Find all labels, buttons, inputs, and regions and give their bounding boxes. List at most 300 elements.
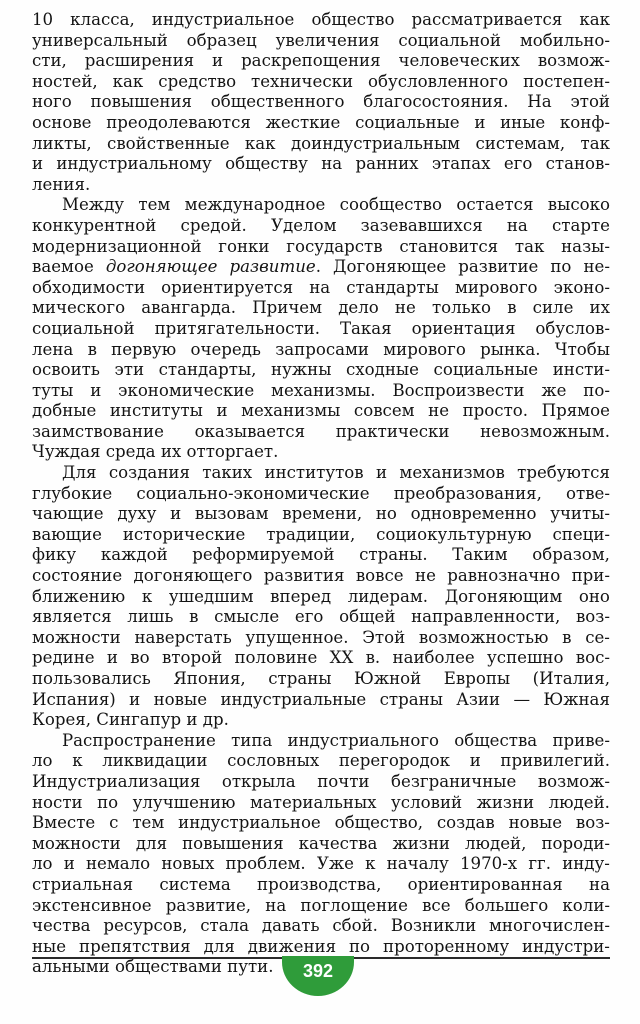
word: для <box>203 936 235 956</box>
word: совсем <box>353 401 415 421</box>
text-line <box>32 772 610 793</box>
word: универсальный <box>32 30 168 50</box>
text-line <box>32 793 610 814</box>
text-line <box>32 381 610 402</box>
word: высоко <box>547 195 610 215</box>
word: конф- <box>559 112 610 132</box>
word: институтов <box>264 463 364 483</box>
word: государств <box>286 236 383 256</box>
word: повышения <box>182 833 284 853</box>
word: развития <box>263 566 345 586</box>
word: туты <box>32 380 74 400</box>
word: каждой <box>100 545 168 565</box>
word: общей <box>339 607 396 627</box>
word: возмож- <box>537 771 610 791</box>
text-line <box>32 340 610 361</box>
text-line <box>32 751 610 772</box>
word: редине <box>32 648 95 668</box>
word: механизмы. <box>271 380 376 400</box>
text-line <box>32 278 610 299</box>
word: Воспроизвести <box>392 380 525 400</box>
word: добные <box>32 401 97 421</box>
word: жизни <box>392 833 450 853</box>
word: как <box>244 133 276 153</box>
word: механизмов <box>399 463 505 483</box>
text-line <box>32 813 610 834</box>
word: поглощение <box>300 895 408 915</box>
word: социокультурную <box>376 524 532 544</box>
word: системам, <box>475 133 566 153</box>
word: развитие. <box>229 257 321 277</box>
word: проблем. <box>225 854 306 874</box>
word: к <box>141 586 153 606</box>
word: догоняющего <box>133 566 253 586</box>
word: невозможным. <box>480 421 610 441</box>
word: инсти- <box>552 360 610 380</box>
word: тем <box>138 195 171 215</box>
word: по <box>349 936 371 956</box>
word: препятствия <box>79 936 191 956</box>
word: можности <box>32 627 121 647</box>
word: так <box>580 133 610 153</box>
word: материальных <box>249 792 377 812</box>
word: сбой. <box>332 916 378 936</box>
word: учиты- <box>550 504 610 524</box>
text-line <box>32 916 610 937</box>
word: ного <box>32 92 72 112</box>
word: ло <box>32 854 53 874</box>
word: — <box>513 689 531 709</box>
text-line <box>32 72 610 93</box>
word: по- <box>583 380 610 400</box>
word: ранних <box>355 154 419 174</box>
word: людей. <box>548 792 610 812</box>
word: типа <box>231 730 273 750</box>
word: се- <box>585 627 610 647</box>
word: ресурсов, <box>103 916 188 936</box>
word: одновременно <box>410 504 537 524</box>
word: обуслов- <box>535 318 610 338</box>
text-line <box>32 10 610 31</box>
word: упущенное. <box>245 627 349 647</box>
text-line <box>32 298 610 319</box>
word: ные <box>32 936 67 956</box>
text-line <box>32 525 610 546</box>
word: и <box>106 648 118 668</box>
word: обходимости <box>32 277 146 297</box>
text-line <box>32 937 610 958</box>
word: лишь <box>127 607 174 627</box>
word: его <box>503 154 533 174</box>
text-line <box>32 875 610 896</box>
word: 1970-х <box>459 854 518 874</box>
text-line <box>32 237 610 258</box>
text-line <box>32 113 610 134</box>
word: образец <box>186 30 257 50</box>
word: лена <box>32 339 74 359</box>
word: равнозначно <box>447 566 561 586</box>
word: оказывается <box>194 421 306 441</box>
word: чества <box>32 916 91 936</box>
word: и <box>63 854 75 874</box>
word: является <box>32 607 112 627</box>
word: практически <box>335 421 450 441</box>
text-line <box>32 51 610 72</box>
word: гг. <box>528 854 552 874</box>
text-line <box>32 566 610 587</box>
word: не <box>415 566 436 586</box>
word: ло <box>32 751 53 771</box>
word: социально-экономические <box>136 483 370 503</box>
word: благосостояния. <box>363 92 509 112</box>
word: для <box>135 833 168 853</box>
word: мобильно- <box>519 30 610 50</box>
word: (Италия, <box>532 669 610 688</box>
text-line <box>32 628 610 649</box>
word: сословных <box>227 751 320 771</box>
text-line <box>32 92 610 113</box>
word: система <box>159 874 231 894</box>
word: первую <box>111 339 177 359</box>
word: модернизационной <box>32 236 202 256</box>
word: к <box>72 751 83 771</box>
word: смысле <box>214 607 280 627</box>
word: На <box>527 92 552 112</box>
text-line <box>32 896 610 917</box>
word: все <box>422 895 451 915</box>
text-line <box>32 422 610 443</box>
word: инду- <box>562 854 610 874</box>
word: немало <box>85 854 151 874</box>
word: дело <box>338 298 379 318</box>
text-line <box>32 607 610 628</box>
word: средство <box>158 71 237 91</box>
word: вос- <box>575 648 610 668</box>
word: вовсе <box>355 566 404 586</box>
word: так <box>514 236 545 256</box>
word: и <box>129 689 141 709</box>
word: во <box>130 648 150 668</box>
word: пользовались <box>32 669 151 688</box>
word: эти <box>114 360 145 380</box>
word: и <box>212 51 224 71</box>
text-line: ления. <box>32 174 91 194</box>
text-line <box>32 134 610 155</box>
word: индустриальное <box>151 10 295 29</box>
word: жизни <box>476 792 535 812</box>
word: Догоняющим <box>444 586 563 606</box>
word: оно <box>578 586 610 606</box>
word: стала <box>200 916 250 936</box>
word: Уже <box>316 854 354 874</box>
word: притягательности. <box>154 318 320 338</box>
word: условий <box>391 792 463 812</box>
word: нужны <box>271 360 332 380</box>
word: и <box>90 380 102 400</box>
word: экономические <box>118 380 255 400</box>
body-text <box>32 10 610 978</box>
word: только <box>431 298 492 318</box>
text-line <box>32 545 610 566</box>
word: чающие <box>32 504 104 524</box>
word: просто. <box>462 401 529 421</box>
word: ушедшим <box>168 586 254 606</box>
word: социальной <box>32 318 135 338</box>
word: ваемое <box>32 257 94 277</box>
word: гонки <box>218 236 270 256</box>
word: давать <box>261 916 320 936</box>
word: новые <box>508 813 563 833</box>
word: обществу <box>225 154 308 174</box>
word: фику <box>32 545 77 565</box>
word: общество <box>311 10 395 29</box>
word: остается <box>456 195 534 215</box>
word: мического <box>32 298 126 318</box>
word: основе <box>32 112 92 132</box>
word: эконо- <box>553 277 610 297</box>
word: институты <box>109 401 203 421</box>
word: почти <box>317 771 370 791</box>
word: и <box>170 504 182 524</box>
word: успешно <box>487 648 564 668</box>
word: ориентированная <box>407 874 563 894</box>
word: половине <box>234 648 318 668</box>
word: традиции, <box>266 524 356 544</box>
word: проторенному <box>383 936 510 956</box>
word: новых <box>161 854 215 874</box>
word: специ- <box>552 524 610 544</box>
word: не <box>394 298 416 318</box>
text-line <box>32 690 610 711</box>
word: развитие <box>458 257 539 277</box>
text-line <box>32 31 610 52</box>
word: создания <box>108 463 190 483</box>
word: приве- <box>552 730 610 750</box>
word: Чтобы <box>554 339 610 359</box>
word: в <box>189 607 199 627</box>
word: и <box>474 112 486 132</box>
text-line <box>32 195 610 216</box>
word: к <box>365 854 376 874</box>
text-line <box>32 834 610 855</box>
word: индустри- <box>522 936 610 956</box>
text-line <box>32 257 610 278</box>
text-line <box>32 669 610 690</box>
word: на <box>265 895 287 915</box>
word: общества <box>454 730 538 750</box>
word: на <box>506 215 528 235</box>
word: улучшению <box>132 792 236 812</box>
word: породи- <box>541 833 610 853</box>
word: второй <box>161 648 223 668</box>
text-line: Корея, Сингапур и др. <box>32 710 229 730</box>
word: станов- <box>545 154 610 174</box>
word: и <box>469 751 481 771</box>
word: в <box>507 298 517 318</box>
word: Для <box>62 463 97 483</box>
word: становится <box>399 236 499 256</box>
word: тем <box>132 813 165 833</box>
word: общественного <box>210 92 345 112</box>
word: не <box>428 401 450 421</box>
word: их <box>589 298 610 318</box>
word: началу <box>386 854 449 874</box>
word: Индустриализация <box>32 771 201 791</box>
word: ориентация <box>411 318 516 338</box>
text-line <box>32 587 610 608</box>
word: в. <box>365 648 381 668</box>
text-line <box>32 854 610 875</box>
word: Причем <box>252 298 323 318</box>
word: на <box>309 277 331 297</box>
word: социальные <box>355 112 460 132</box>
word: запросами <box>275 339 369 359</box>
text-line <box>32 484 610 505</box>
word: Догоняющее <box>333 257 447 277</box>
word: его <box>294 607 324 627</box>
word: лидерам. <box>347 586 429 606</box>
word: раскрепощения <box>241 51 381 71</box>
word: сти, <box>32 51 67 71</box>
word: воз- <box>575 607 610 627</box>
word: развитие, <box>165 895 252 915</box>
text-line <box>32 154 610 175</box>
word: силе <box>532 298 574 318</box>
word: движения <box>247 936 337 956</box>
word: реформируемой <box>192 545 335 565</box>
word: Европы <box>443 669 511 688</box>
word: стандарты, <box>158 360 257 380</box>
word: направленности, <box>411 607 561 627</box>
word: рассматривается <box>411 10 563 29</box>
word: социальные <box>433 360 539 380</box>
word: Южная <box>543 689 610 709</box>
word: Такая <box>339 318 392 338</box>
word: отве- <box>566 483 610 503</box>
word: вызовам <box>194 504 269 524</box>
word: вающие <box>32 524 102 544</box>
word: свойственные <box>107 133 230 153</box>
word: ближению <box>32 586 126 606</box>
word: привилегий. <box>500 751 610 771</box>
word: людей, <box>465 833 527 853</box>
word: глубокие <box>32 483 113 503</box>
word: назы- <box>561 236 610 256</box>
word: сообщество <box>339 195 442 215</box>
word: при- <box>571 566 610 586</box>
word: человеческих <box>398 51 520 71</box>
word: индустриальные <box>220 689 367 709</box>
word: международное <box>184 195 326 215</box>
word: Таким <box>452 545 508 565</box>
page-number: 392 <box>302 961 334 981</box>
word: Распространение <box>62 730 216 750</box>
word: новые <box>153 689 208 709</box>
word: индустриальному <box>56 154 212 174</box>
word: расширения <box>84 51 195 71</box>
word: в <box>562 627 572 647</box>
word: Испания) <box>32 689 116 709</box>
word: на <box>321 154 343 174</box>
word: старте <box>552 215 610 235</box>
word: образом, <box>532 545 610 565</box>
word: Южной <box>354 669 422 688</box>
word: повышения <box>90 92 192 112</box>
word: многочислен- <box>489 916 610 936</box>
word: стандарты <box>346 277 439 297</box>
word: как <box>112 71 144 91</box>
word: преобразования, <box>393 483 542 503</box>
word: обусловленного <box>368 71 509 91</box>
word: XX <box>329 648 354 668</box>
word: качества <box>298 833 378 853</box>
text-line <box>32 319 610 340</box>
word: Япония, <box>173 669 246 688</box>
text-line <box>32 401 610 422</box>
word: рынка. <box>480 339 541 359</box>
word: экстенсивное <box>32 895 152 915</box>
word: авангарда. <box>141 298 237 318</box>
word: открыла <box>221 771 296 791</box>
word: возможностью <box>418 627 549 647</box>
word: догоняющее <box>105 257 218 277</box>
word: Прямое <box>541 401 610 421</box>
word: и <box>375 463 388 483</box>
word: с <box>109 813 119 833</box>
word: Этой <box>362 627 406 647</box>
word: мирового <box>454 277 538 297</box>
word: мирового <box>383 339 466 359</box>
word: страны <box>268 669 332 688</box>
text-line: Чуждая среда их отторгает. <box>32 442 279 462</box>
word: класса, <box>70 10 135 29</box>
word: таких <box>202 463 253 483</box>
word: технически <box>251 71 354 91</box>
word: вперед <box>270 586 332 606</box>
word: производства, <box>257 874 382 894</box>
word: постепен- <box>523 71 610 91</box>
text-line <box>32 731 610 752</box>
word: ности <box>32 792 83 812</box>
word: преодолеваются <box>106 112 251 132</box>
word: исторические <box>122 524 246 544</box>
word: наверстать <box>134 627 232 647</box>
word: Азии <box>456 689 501 709</box>
word: Уделом <box>271 215 337 235</box>
word: не- <box>583 257 610 277</box>
word: очередь <box>190 339 261 359</box>
word: этой <box>570 92 610 112</box>
word: зазевавшихся <box>360 215 483 235</box>
word: Возникли <box>390 916 477 936</box>
word: возмож- <box>537 51 610 71</box>
word: ностей, <box>32 71 98 91</box>
word: на <box>589 874 610 894</box>
word: перегородок <box>338 751 451 771</box>
text-line <box>32 216 610 237</box>
word: духу <box>117 504 157 524</box>
word: механизмы <box>241 401 341 421</box>
word: безграничные <box>391 771 517 791</box>
word: состояние <box>32 566 123 586</box>
word: сходные <box>346 360 419 380</box>
word: ликвидации <box>102 751 208 771</box>
word: страны <box>379 689 443 709</box>
word: конкурентной <box>32 215 157 235</box>
word: жесткие <box>265 112 341 132</box>
word: воз- <box>575 813 610 833</box>
text-line <box>32 360 610 381</box>
